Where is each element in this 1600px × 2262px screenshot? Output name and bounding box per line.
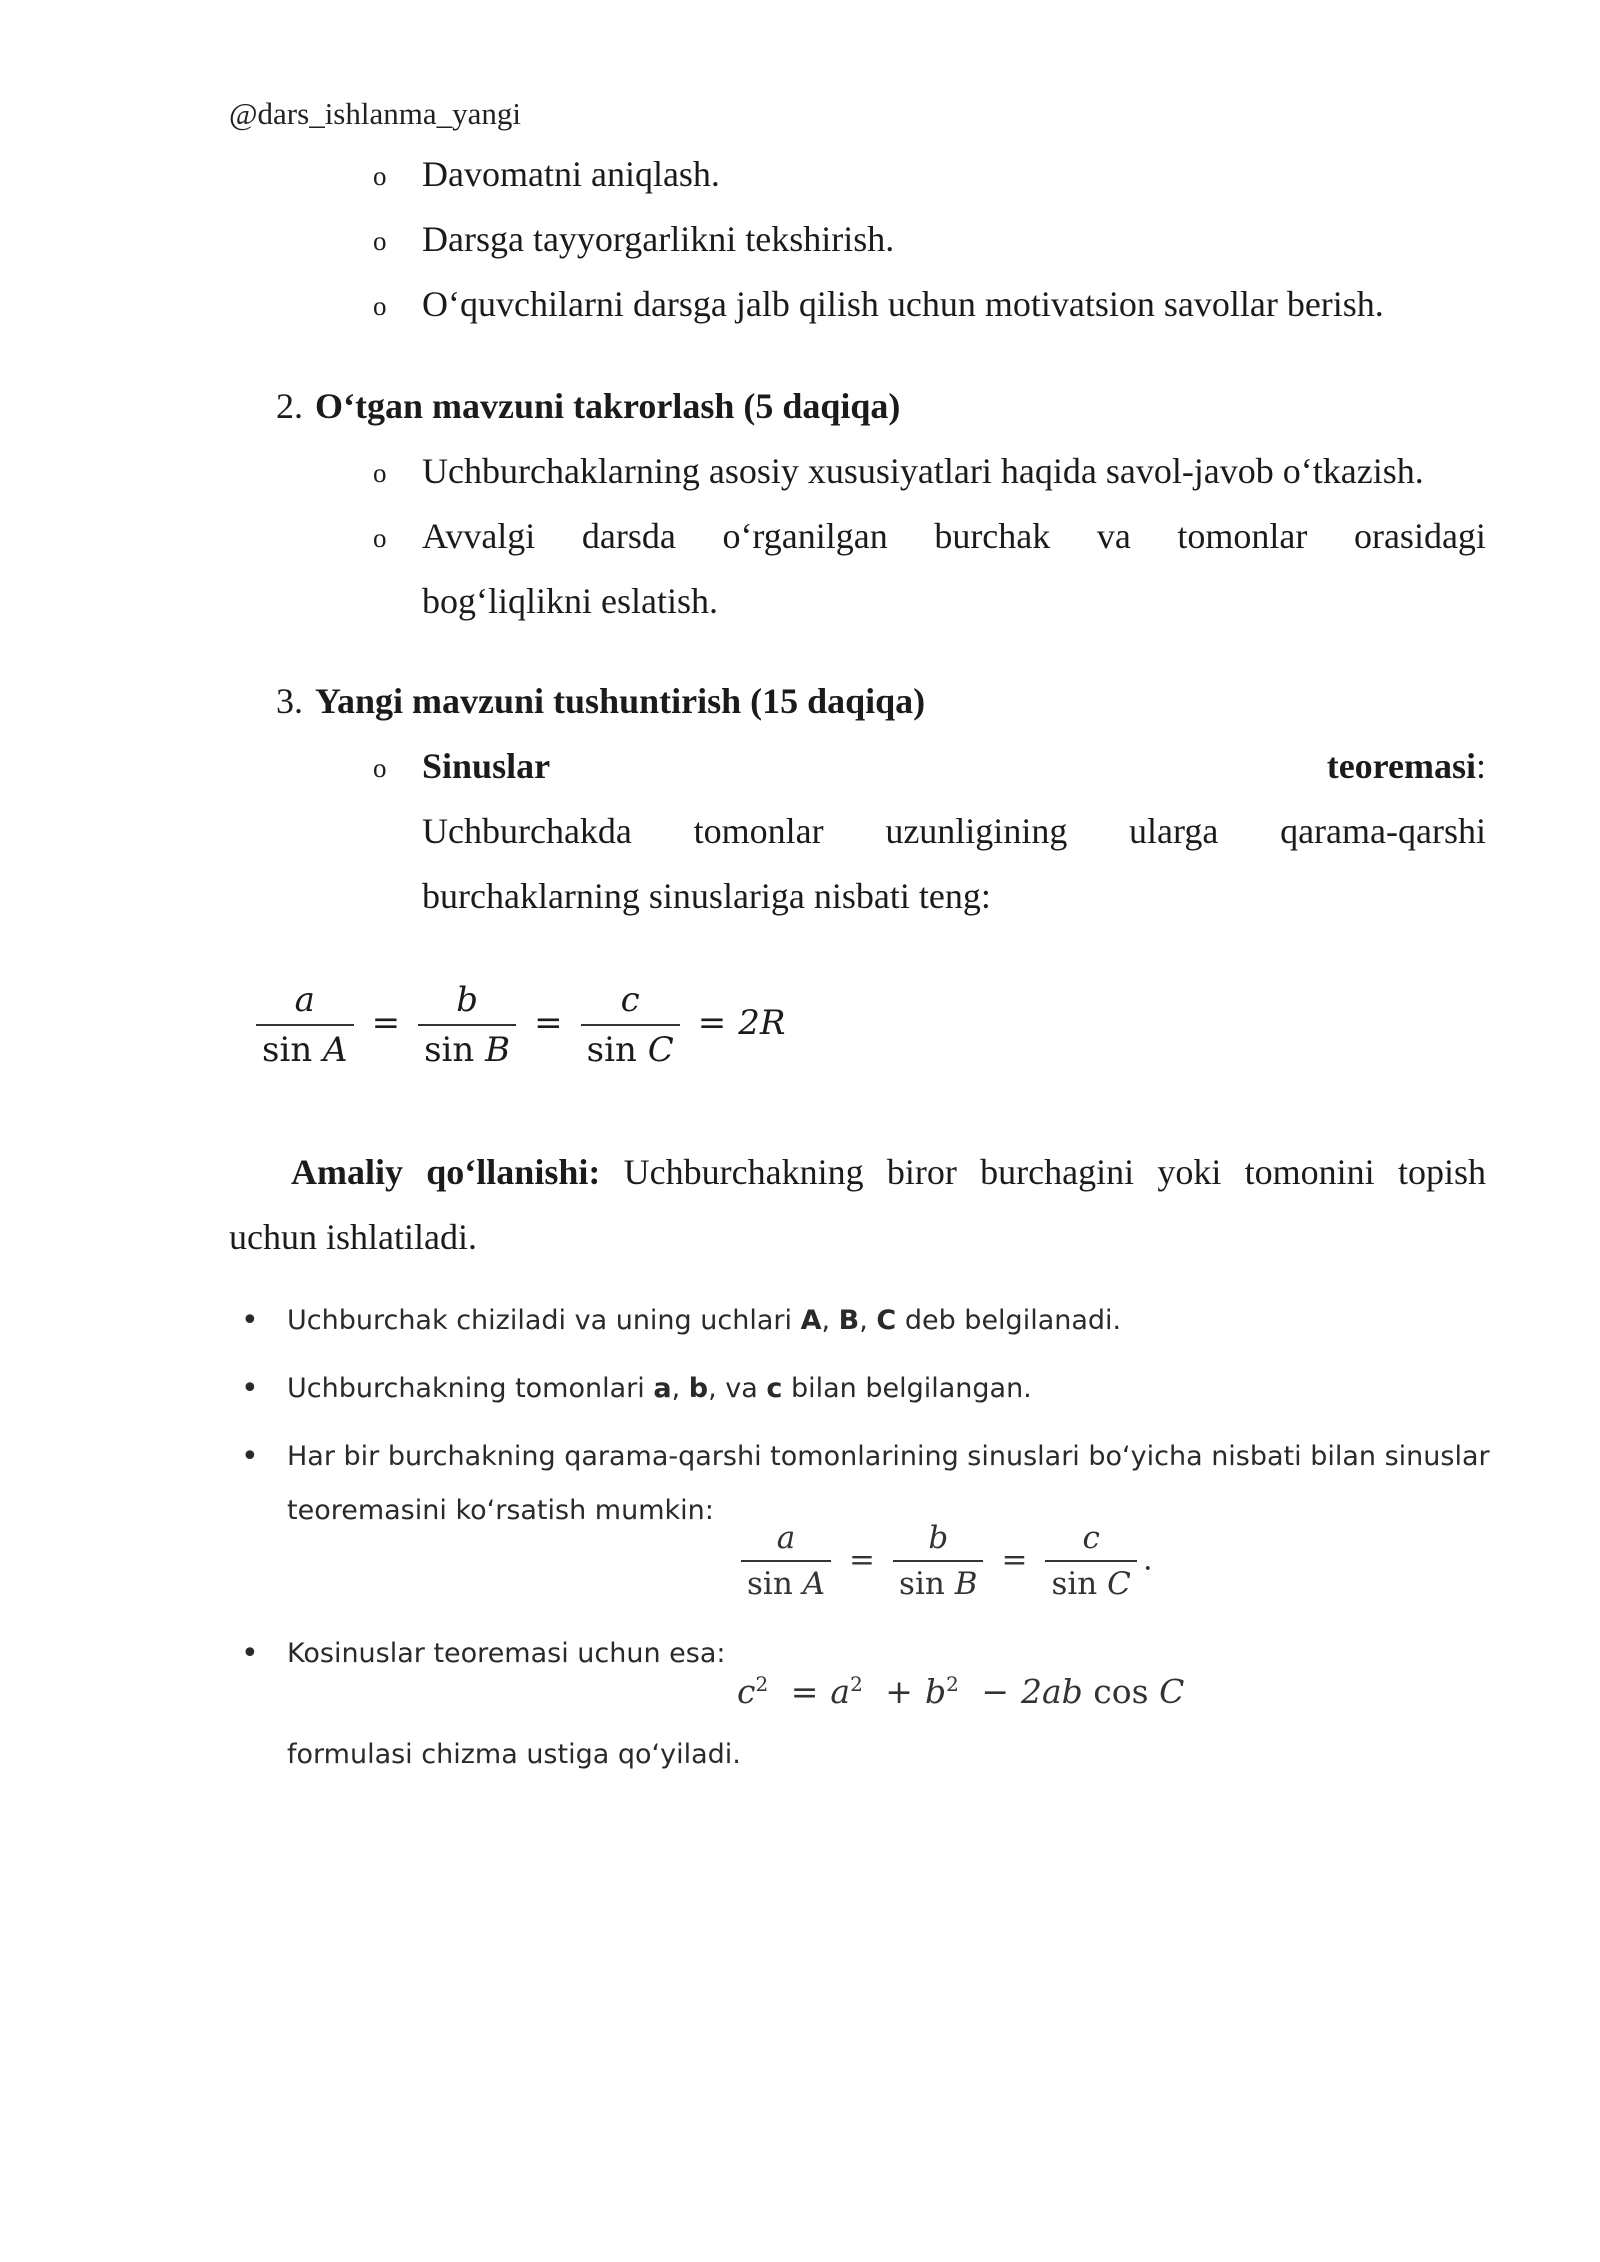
equals-sign: = [790,1672,819,1711]
numerator: b [928,1520,949,1556]
theorem-name-end [1327,744,1486,788]
header-handle: @dars_ishlanma_yangi [229,96,521,131]
paragraph-text: Uchburchakning biror burchagini yoki tomonini topish [623,1152,1486,1192]
word: Avvalgi [422,516,536,556]
fraction [893,1520,983,1602]
justified-line [422,514,1486,558]
step-heading [276,679,925,723]
denominator: sin C [586,1030,674,1070]
word: burchak [934,516,1051,556]
theorem-name-word: teoremasi [1326,746,1476,786]
numerator: c [620,980,640,1020]
list-item-text: Davomatni aniqlash. [422,154,720,194]
denominator: sin C [1051,1566,1131,1602]
equals-sign: = [1001,1541,1028,1578]
minus-sign: − [981,1672,1009,1711]
justified-line [422,809,1486,853]
word: uzunligining [885,811,1068,851]
list-marker: o [373,291,387,321]
word: orasidagi [1353,516,1486,556]
list-marker: o [373,523,387,553]
bullet-dot: • [241,1439,259,1474]
list-item-text: Uchburchaklarning asosiy xususiyatlari haqida savol-javob o‘tkazish. [422,451,1424,491]
plus-sign: + [885,1672,913,1711]
word: tomonlar [693,811,824,851]
sine-law-formula [250,980,785,1070]
fraction [581,980,680,1070]
list-marker: o [373,161,387,191]
theorem-name-word: Sinuslar [422,746,551,786]
bullet-text: Uchburchak chiziladi va uning uchlari A, B, C deb belgilanadi. [287,1305,1122,1336]
denominator: sin A [747,1566,826,1602]
list-marker: o [373,226,387,256]
bullet-dot: • [241,1636,259,1671]
list-item-text: bog‘liqlikni eslatish. [422,581,718,621]
paragraph-text: uchun ishlatiladi. [229,1217,477,1257]
step-title: Yangi mavzuni tushuntirish (15 daqiqa) [315,681,926,721]
practical-paragraph [229,1140,1486,1270]
colon: : [1475,746,1486,786]
list-marker: o [373,458,387,488]
denominator: sin A [262,1030,348,1070]
bullet-text: Kosinuslar teoremasi uchun esa: [287,1638,726,1669]
equals-sign: = [697,1003,727,1043]
bullet-text: Uchburchakning tomonlari a, b, va c bilan belgilangan. [287,1373,1032,1404]
numerator: a [776,1520,796,1556]
bullet-text: formulasi chizma ustiga qo‘yiladi. [287,1739,741,1770]
numerator: a [294,980,315,1020]
justified-line [422,744,1486,788]
word: Uchburchakda [422,811,632,851]
fraction [741,1520,831,1602]
practical-label: Amaliy qo‘llanishi: [291,1152,601,1192]
step-heading [276,384,900,428]
word: darsda [581,516,676,556]
theorem-description-text: burchaklarning sinuslariga nisbati teng: [422,876,991,916]
numerator: b [456,980,479,1020]
word: ularga [1129,811,1219,851]
step-number: 3. [276,681,303,721]
paragraph-line [229,1140,1486,1205]
denominator: sin B [899,1566,978,1602]
word: qarama-qarshi [1280,811,1486,851]
bullet-dot: • [241,1303,259,1338]
fraction [1045,1520,1136,1602]
equals-sign: = [534,1003,563,1043]
denominator: sin B [424,1030,511,1070]
bullet-dot: • [241,1371,259,1406]
list-item-text: Darsga tayyorgarlikni tekshirish. [422,219,895,259]
period: . [1142,1541,1153,1578]
fraction [418,980,516,1070]
sine-law-ratio-formula [735,1520,1153,1602]
word: o‘rganilgan [722,516,888,556]
word: va [1096,516,1131,556]
cosine-law-formula: $c^2 = a^2 + b^2 - 2ab$ cos C [737,1672,1185,1711]
fraction [256,980,354,1070]
equals-sign: = [371,1003,401,1043]
word: tomonlar [1177,516,1308,556]
formula-rhs: 2R [738,1003,786,1043]
bullet-text: teoremasini ko‘rsatish mumkin: [287,1495,714,1526]
equals-sign: = [849,1541,876,1578]
bullet-text: Har bir burchakning qarama-qarshi tomonlarining sinuslari bo‘yicha nisbati bilan sinuslar [287,1441,1490,1472]
list-marker: o [373,753,387,783]
step-number: 2. [276,386,303,426]
step-title: O‘tgan mavzuni takrorlash (5 daqiqa) [315,386,901,426]
list-item-text: O‘quvchilarni darsga jalb qilish uchun motivatsion savollar berish. [422,284,1384,324]
numerator: c [1082,1520,1100,1556]
